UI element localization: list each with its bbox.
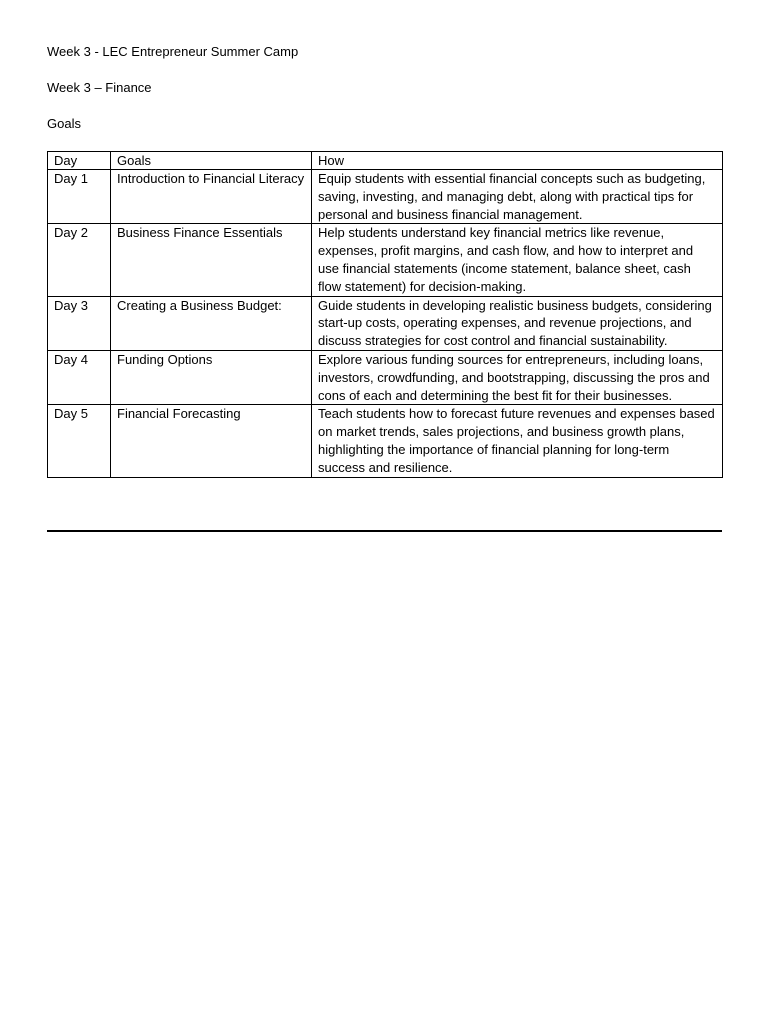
how-cell: Explore various funding sources for entrepreneurs, including loans, investors, crowdfunding, and bootstrapping, discussing the pros and cons of each and determining the best fit for their businesses. <box>312 350 723 404</box>
document-title: Week 3 - LEC Entrepreneur Summer Camp <box>47 44 299 59</box>
header-goals: Goals <box>111 152 312 170</box>
table-row <box>48 296 723 350</box>
weekly-plan-table <box>47 151 723 478</box>
day-cell: Day 3 <box>48 296 111 350</box>
day-cell: Day 5 <box>48 405 111 477</box>
table-row <box>48 224 723 296</box>
goal-cell: Creating a Business Budget: <box>111 296 312 350</box>
goal-cell: Introduction to Financial Literacy <box>111 170 312 224</box>
horizontal-rule <box>47 530 722 532</box>
day-cell: Day 4 <box>48 350 111 404</box>
header-day: Day <box>48 152 111 170</box>
goals-heading: Goals <box>47 116 81 131</box>
header-how: How <box>312 152 723 170</box>
how-cell: Teach students how to forecast future revenues and expenses based on market trends, sales projections, and business growth plans, highlighting the importance of financial planning for long-term success and resilience. <box>312 405 723 477</box>
week-subtitle: Week 3 – Finance <box>47 80 152 95</box>
table-row <box>48 170 723 224</box>
goal-cell: Funding Options <box>111 350 312 404</box>
goal-cell: Financial Forecasting <box>111 405 312 477</box>
table-row <box>48 350 723 404</box>
day-cell: Day 2 <box>48 224 111 296</box>
how-cell: Guide students in developing realistic business budgets, considering start-up costs, operating expenses, and revenue projections, and discuss strategies for cost control and financial sustainability. <box>312 296 723 350</box>
how-cell: Help students understand key financial metrics like revenue, expenses, profit margins, and cash flow, and how to interpret and use financial statements (income statement, balance sheet, cash flow statement) for decision-making. <box>312 224 723 296</box>
table-header-row <box>48 152 723 170</box>
how-cell: Equip students with essential financial concepts such as budgeting, saving, investing, and managing debt, along with practical tips for personal and business financial management. <box>312 170 723 224</box>
goal-cell: Business Finance Essentials <box>111 224 312 296</box>
table-row <box>48 405 723 477</box>
day-cell: Day 1 <box>48 170 111 224</box>
